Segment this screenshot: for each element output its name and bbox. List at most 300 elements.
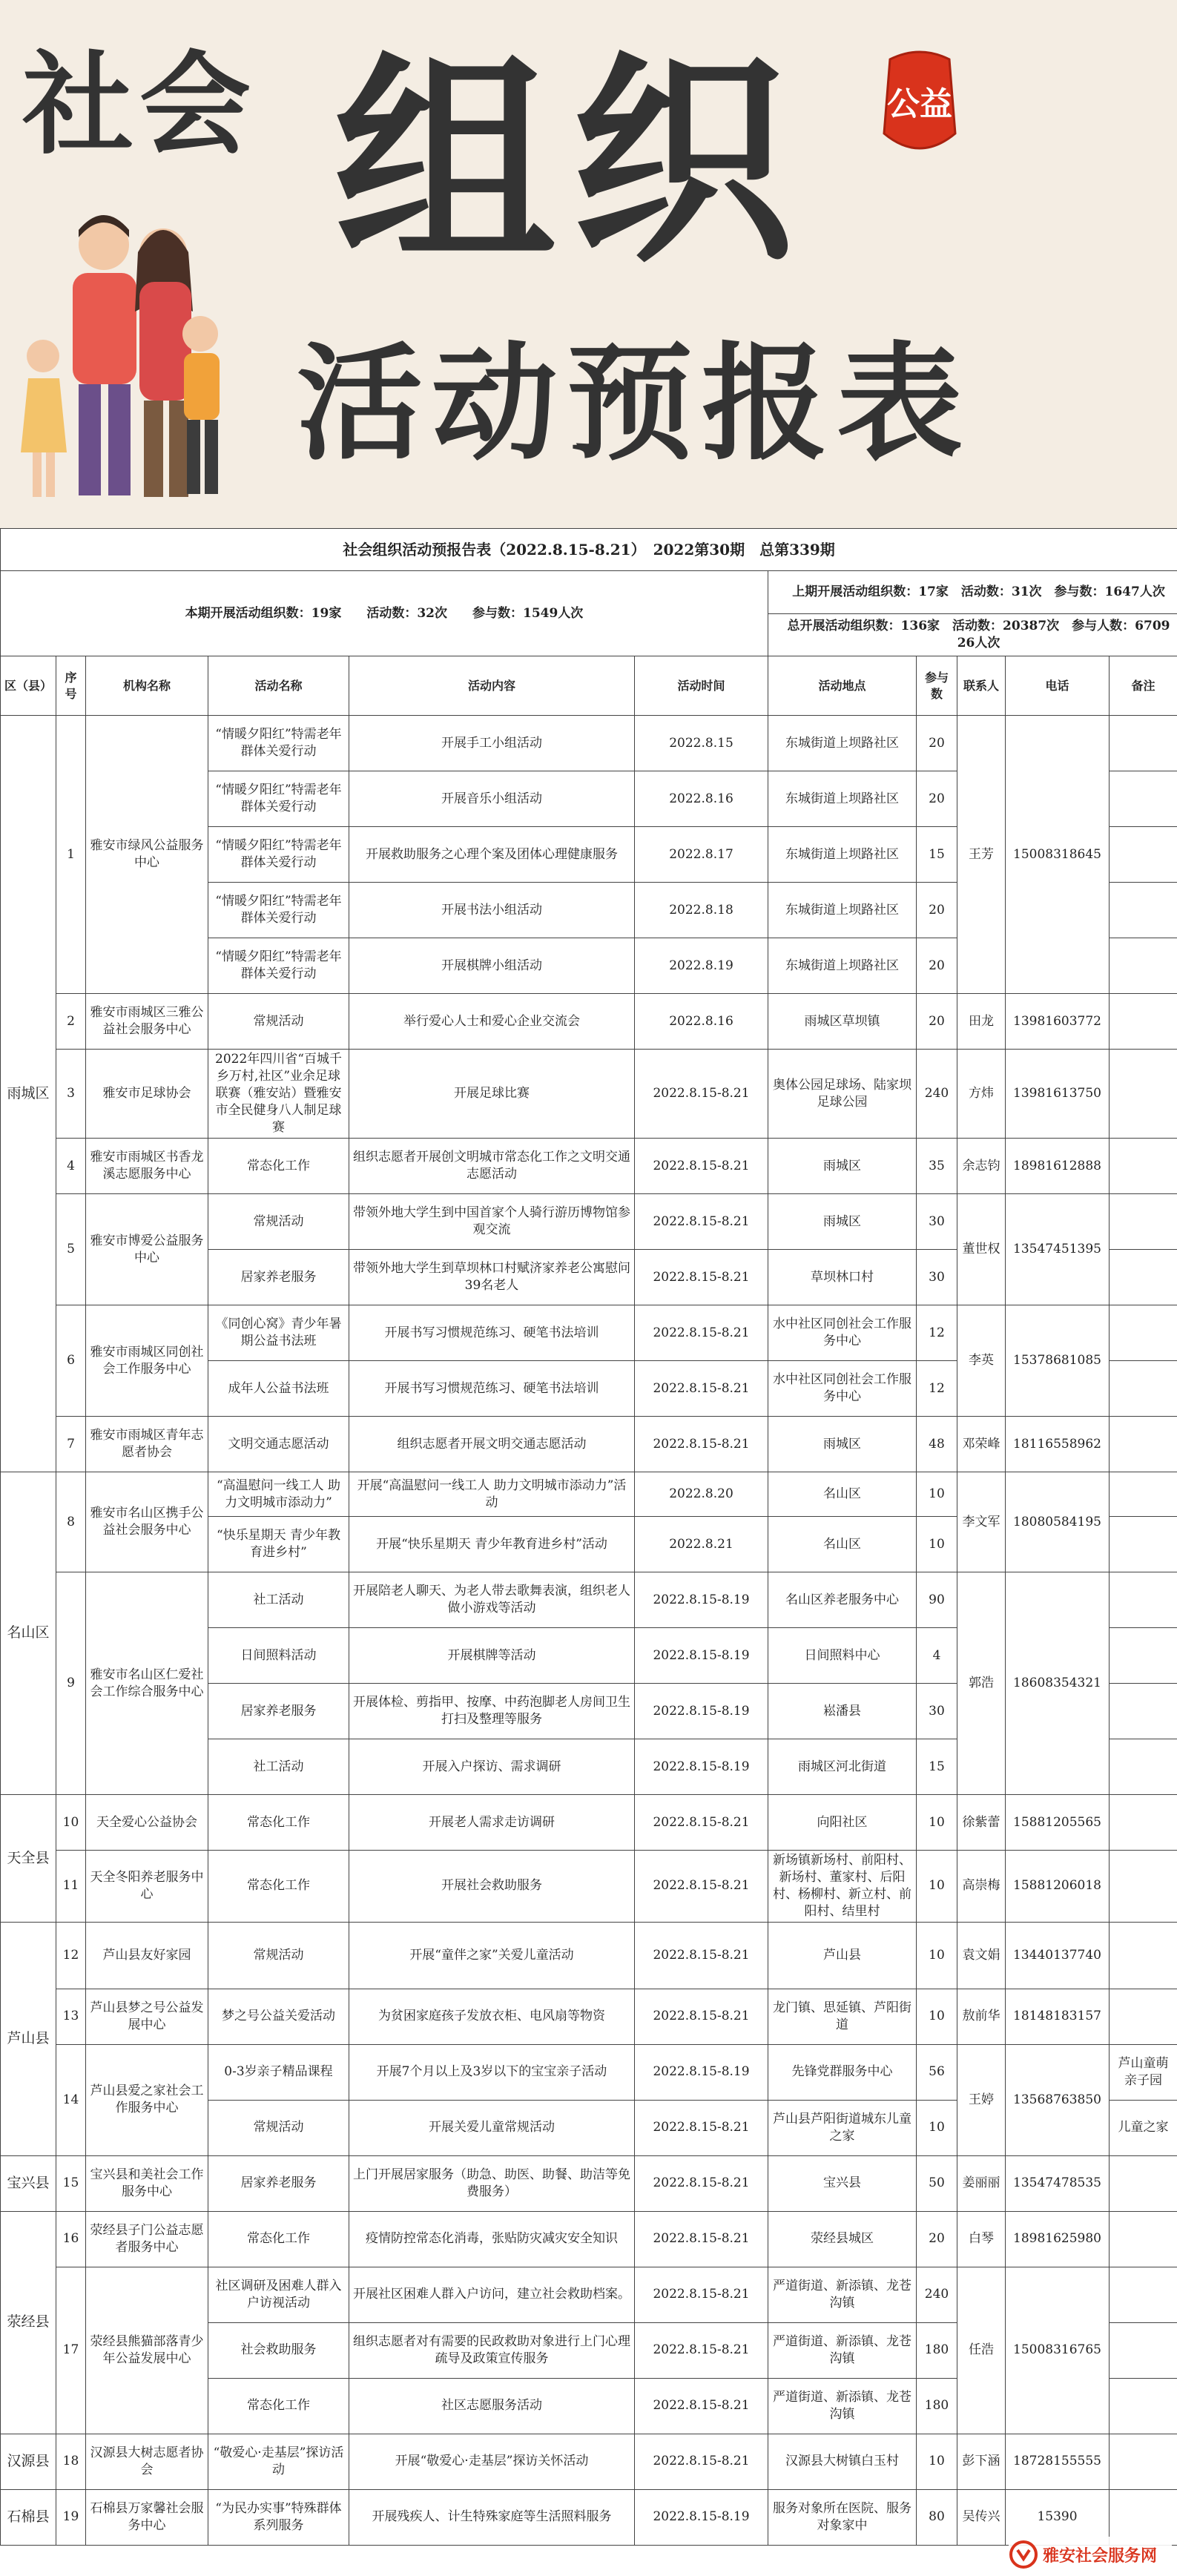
table-row — [1, 2267, 1177, 2322]
activity-time: 2022.8.15-8.21 — [635, 1194, 768, 1250]
activity-content: 组织志愿者对有需要的民政救助对象进行上门心理疏导及政策宣传服务 — [349, 2322, 635, 2378]
remark — [1110, 1050, 1177, 1139]
org-name: 雅安市雨城区书香龙溪志愿服务中心 — [86, 1139, 208, 1194]
activity-place: 崧潘县 — [768, 1684, 917, 1739]
contact-person: 吴传兴 — [957, 2489, 1006, 2545]
district-cell: 芦山县 — [1, 1922, 56, 2155]
activity-time: 2022.8.15-8.21 — [635, 1795, 768, 1851]
table-row — [1, 2044, 1177, 2100]
participant-count: 12 — [917, 1361, 957, 1417]
table-row — [1, 1305, 1177, 1361]
org-name: 宝兴县和美社会工作服务中心 — [86, 2155, 208, 2211]
contact-person: 白琴 — [957, 2211, 1006, 2267]
participant-count: 20 — [917, 883, 957, 938]
remark — [1110, 2267, 1177, 2322]
activity-name: 居家养老服务 — [208, 1684, 349, 1739]
activity-place: 雨城区草坝镇 — [768, 994, 917, 1050]
activity-place: 荥经县城区 — [768, 2211, 917, 2267]
header-cell: 活动时间 — [635, 656, 768, 716]
activity-name: 居家养老服务 — [208, 2155, 349, 2211]
activity-time: 2022.8.15-8.19 — [635, 1684, 768, 1739]
watermark-text: 雅安社会服务网 — [1043, 2546, 1158, 2566]
activity-time: 2022.8.21 — [635, 1517, 768, 1572]
org-number: 11 — [56, 1851, 86, 1923]
activity-time: 2022.8.15-8.21 — [635, 1305, 768, 1361]
activity-name: 社区调研及困难人群入户访视活动 — [208, 2267, 349, 2322]
table-row — [1, 2434, 1177, 2489]
phone-number: 15881206018 — [1006, 1851, 1110, 1923]
remark — [1110, 1305, 1177, 1361]
activity-time: 2022.8.15-8.21 — [635, 2155, 768, 2211]
contact-person: 高崇梅 — [957, 1851, 1006, 1923]
activity-time: 2022.8.15-8.19 — [635, 2044, 768, 2100]
remark — [1110, 2211, 1177, 2267]
activity-name: 2022年四川省“百城千乡万村,社区”业余足球联赛（雅安站）暨雅安市全民健身八人制足球赛 — [208, 1050, 349, 1139]
activity-place: 芦山县芦阳街道城东儿童之家 — [768, 2100, 917, 2155]
activity-content: 开展“快乐星期天 青少年教育进乡村”活动 — [349, 1517, 635, 1572]
table-row — [1, 1050, 1177, 1139]
org-number: 2 — [56, 994, 86, 1050]
phone-number: 18608354321 — [1006, 1572, 1110, 1795]
contact-person: 王芳 — [957, 716, 1006, 994]
remark — [1110, 1250, 1177, 1305]
participant-count: 180 — [917, 2378, 957, 2434]
activity-place: 雨城区河北街道 — [768, 1739, 917, 1795]
activity-content: 开展棋牌小组活动 — [349, 938, 635, 994]
activity-content: 开展足球比赛 — [349, 1050, 635, 1139]
participant-count: 20 — [917, 771, 957, 827]
activity-name: “情暖夕阳红”特需老年群体关爱行动 — [208, 771, 349, 827]
activity-content: 带领外地大学生到中国首家个人骑行游历博物馆参观交流 — [349, 1194, 635, 1250]
activity-name: “情暖夕阳红”特需老年群体关爱行动 — [208, 938, 349, 994]
table-row — [1, 2155, 1177, 2211]
header-cell: 机构名称 — [86, 656, 208, 716]
participant-count: 50 — [917, 2155, 957, 2211]
org-number: 15 — [56, 2155, 86, 2211]
participant-count: 20 — [917, 2211, 957, 2267]
activity-time: 2022.8.15-8.21 — [635, 1361, 768, 1417]
activity-place: 雨城区 — [768, 1194, 917, 1250]
remark — [1110, 771, 1177, 827]
header-cell: 活动地点 — [768, 656, 917, 716]
remark — [1110, 1922, 1177, 1989]
activity-name: “高温慰问一线工人 助力文明城市添动力” — [208, 1472, 349, 1517]
contact-person: 方炜 — [957, 1050, 1006, 1139]
org-number: 10 — [56, 1795, 86, 1851]
header-cell: 电话 — [1006, 656, 1110, 716]
org-name: 荥经县熊猫部落青少年公益发展中心 — [86, 2267, 208, 2434]
table-caption: 社会组织活动预报告表（2022.8.15-8.21） 2022第30期 总第339期 — [1, 529, 1177, 571]
phone-number: 15378681085 — [1006, 1305, 1110, 1417]
activity-content: 开展手工小组活动 — [349, 716, 635, 771]
activity-content: 开展书写习惯规范练习、硬笔书法培训 — [349, 1305, 635, 1361]
contact-person: 任浩 — [957, 2267, 1006, 2434]
activity-content: 开展救助服务之心理个案及团体心理健康服务 — [349, 827, 635, 883]
activity-place: 雨城区 — [768, 1417, 917, 1472]
activity-content: 开展体检、剪指甲、按摩、中药泡脚老人房间卫生打扫及整理等服务 — [349, 1684, 635, 1739]
activity-name: 常态化工作 — [208, 2211, 349, 2267]
site-watermark — [1009, 2537, 1172, 2572]
phone-number: 18116558962 — [1006, 1417, 1110, 1472]
family-illustration-icon — [7, 185, 260, 512]
org-name: 芦山县友好家园 — [86, 1922, 208, 1989]
phone-number: 18981625980 — [1006, 2211, 1110, 2267]
activity-content: 开展社会救助服务 — [349, 1851, 635, 1923]
activity-name: 常规活动 — [208, 2100, 349, 2155]
contact-person: 郭浩 — [957, 1572, 1006, 1795]
header-cell: 联系人 — [957, 656, 1006, 716]
phone-number: 13981603772 — [1006, 994, 1110, 1050]
activity-time: 2022.8.19 — [635, 938, 768, 994]
activity-place: 草坝林口村 — [768, 1250, 917, 1305]
remark — [1110, 1517, 1177, 1572]
participant-count: 240 — [917, 1050, 957, 1139]
activity-name: 常规活动 — [208, 1922, 349, 1989]
remark — [1110, 2155, 1177, 2211]
activity-time: 2022.8.15-8.21 — [635, 1050, 768, 1139]
contact-person: 董世权 — [957, 1194, 1006, 1305]
badge-label: 公益 — [887, 85, 952, 123]
table-row — [1, 1989, 1177, 2044]
table-row — [1, 1417, 1177, 1472]
activity-name: “情暖夕阳红”特需老年群体关爱行动 — [208, 883, 349, 938]
activity-place: 日间照料中心 — [768, 1628, 917, 1684]
org-name: 芦山县梦之号公益发展中心 — [86, 1989, 208, 2044]
phone-number: 15008318645 — [1006, 716, 1110, 994]
table-row — [1, 1139, 1177, 1194]
activity-content: 开展社区困难人群入户访问，建立社会救助档案。 — [349, 2267, 635, 2322]
activity-time: 2022.8.15-8.19 — [635, 1628, 768, 1684]
header-cell: 备注 — [1110, 656, 1177, 716]
banner — [0, 0, 1177, 528]
header-cell: 参与数 — [917, 656, 957, 716]
contact-person: 徐紫蕾 — [957, 1795, 1006, 1851]
phone-number: 13547451395 — [1006, 1194, 1110, 1305]
activity-content: 开展音乐小组活动 — [349, 771, 635, 827]
banner-title-line1: 社会 — [22, 41, 257, 170]
activity-name: 常态化工作 — [208, 1795, 349, 1851]
remark — [1110, 1361, 1177, 1417]
org-name: 雅安市雨城区三雅公益社会服务中心 — [86, 994, 208, 1050]
contact-person: 敖前华 — [957, 1989, 1006, 2044]
remark — [1110, 1139, 1177, 1194]
header-row — [1, 656, 1177, 716]
contact-person: 李文军 — [957, 1472, 1006, 1572]
activity-content: 开展棋牌等活动 — [349, 1628, 635, 1684]
activity-place: 东城街道上坝路社区 — [768, 771, 917, 827]
table-row — [1, 2211, 1177, 2267]
org-name: 雅安市绿风公益服务中心 — [86, 716, 208, 994]
district-cell: 汉源县 — [1, 2434, 56, 2489]
remark — [1110, 1417, 1177, 1472]
activity-name: 居家养老服务 — [208, 1250, 349, 1305]
phone-number: 15881205565 — [1006, 1795, 1110, 1851]
header-cell: 序号 — [56, 656, 86, 716]
activity-time: 2022.8.15-8.21 — [635, 1250, 768, 1305]
activity-content: 上门开展居家服务（助急、助医、助餐、助洁等免费服务） — [349, 2155, 635, 2211]
activity-place: 东城街道上坝路社区 — [768, 883, 917, 938]
org-name: 汉源县大树志愿者协会 — [86, 2434, 208, 2489]
activity-time: 2022.8.15-8.21 — [635, 2378, 768, 2434]
activity-place: 先锋党群服务中心 — [768, 2044, 917, 2100]
remark — [1110, 994, 1177, 1050]
activity-place: 名山区 — [768, 1472, 917, 1517]
participant-count: 15 — [917, 1739, 957, 1795]
charity-badge — [875, 45, 964, 171]
participant-count: 30 — [917, 1684, 957, 1739]
activity-name: 常规活动 — [208, 1194, 349, 1250]
phone-number: 18080584195 — [1006, 1472, 1110, 1572]
header-cell: 活动内容 — [349, 656, 635, 716]
activity-content: 组织志愿者开展文明交通志愿活动 — [349, 1417, 635, 1472]
remark — [1110, 883, 1177, 938]
org-name: 雅安市名山区携手公益社会服务中心 — [86, 1472, 208, 1572]
contact-person: 彭下涵 — [957, 2434, 1006, 2489]
activity-name: 社工活动 — [208, 1572, 349, 1628]
activity-time: 2022.8.15-8.21 — [635, 1851, 768, 1923]
activity-place: 严道街道、新添镇、龙苍沟镇 — [768, 2267, 917, 2322]
participant-count: 80 — [917, 2489, 957, 2545]
phone-number: 15008316765 — [1006, 2267, 1110, 2434]
activity-name: “情暖夕阳红”特需老年群体关爱行动 — [208, 827, 349, 883]
activity-name: “为民办实事”特殊群体系列服务 — [208, 2489, 349, 2545]
participant-count: 56 — [917, 2044, 957, 2100]
activity-name: 文明交通志愿活动 — [208, 1417, 349, 1472]
org-number: 12 — [56, 1922, 86, 1989]
participant-count: 10 — [917, 1989, 957, 2044]
participant-count: 48 — [917, 1417, 957, 1472]
activity-content: 举行爱心人士和爱心企业交流会 — [349, 994, 635, 1050]
activity-content: 开展7个月以上及3岁以下的宝宝亲子活动 — [349, 2044, 635, 2100]
remark — [1110, 938, 1177, 994]
activity-time: 2022.8.15-8.21 — [635, 2267, 768, 2322]
participant-count: 90 — [917, 1572, 957, 1628]
activity-name: 成年人公益书法班 — [208, 1361, 349, 1417]
org-name: 芦山县爱之家社会工作服务中心 — [86, 2044, 208, 2155]
org-number: 5 — [56, 1194, 86, 1305]
remark — [1110, 1628, 1177, 1684]
org-number: 19 — [56, 2489, 86, 2545]
watermark-logo-icon — [1009, 2540, 1038, 2569]
contact-person: 田龙 — [957, 994, 1006, 1050]
activity-place: 宝兴县 — [768, 2155, 917, 2211]
participant-count: 20 — [917, 716, 957, 771]
org-name: 天全爱心公益协会 — [86, 1795, 208, 1851]
participant-count: 30 — [917, 1250, 957, 1305]
activity-content: 开展老人需求走访调研 — [349, 1795, 635, 1851]
activity-time: 2022.8.16 — [635, 771, 768, 827]
remark — [1110, 1572, 1177, 1628]
banner-title-line2: 组织 — [334, 33, 808, 292]
activity-name: 日间照料活动 — [208, 1628, 349, 1684]
activity-place: 奥体公园足球场、陆家坝足球公园 — [768, 1050, 917, 1139]
current-period-stats: 本期开展活动组织数：19家 活动数：32次 参与数：1549人次 — [1, 571, 768, 656]
org-name: 石棉县万家馨社会服务中心 — [86, 2489, 208, 2545]
header-cell: 区（县） — [1, 656, 56, 716]
activity-time: 2022.8.15-8.21 — [635, 1139, 768, 1194]
activity-content: 开展关爱儿童常规活动 — [349, 2100, 635, 2155]
org-name: 天全冬阳养老服务中心 — [86, 1851, 208, 1923]
org-name: 荥经县子门公益志愿者服务中心 — [86, 2211, 208, 2267]
activity-time: 2022.8.15-8.21 — [635, 2211, 768, 2267]
total-stats: 总开展活动组织数：136家 活动数：20387次 参与人数：670926人次 — [768, 613, 1177, 656]
activity-name: “情暖夕阳红”特需老年群体关爱行动 — [208, 716, 349, 771]
participant-count: 10 — [917, 2100, 957, 2155]
phone-number: 18148183157 — [1006, 1989, 1110, 2044]
activity-content: 开展陪老人聊天、为老人带去歌舞表演，组织老人做小游戏等活动 — [349, 1572, 635, 1628]
participant-count: 12 — [917, 1305, 957, 1361]
participant-count: 10 — [917, 1795, 957, 1851]
activity-time: 2022.8.15-8.21 — [635, 2434, 768, 2489]
district-cell: 名山区 — [1, 1472, 56, 1795]
activity-time: 2022.8.15-8.21 — [635, 1417, 768, 1472]
activity-time: 2022.8.16 — [635, 994, 768, 1050]
activity-place: 东城街道上坝路社区 — [768, 938, 917, 994]
activity-place: 东城街道上坝路社区 — [768, 716, 917, 771]
activity-place: 名山区养老服务中心 — [768, 1572, 917, 1628]
org-number: 18 — [56, 2434, 86, 2489]
org-name: 雅安市博爱公益服务中心 — [86, 1194, 208, 1305]
phone-number: 13547478535 — [1006, 2155, 1110, 2211]
report-sheet — [0, 528, 1177, 2546]
org-number: 14 — [56, 2044, 86, 2155]
table-row — [1, 716, 1177, 771]
remark: 儿童之家 — [1110, 2100, 1177, 2155]
remark — [1110, 1684, 1177, 1739]
activity-name: 梦之号公益关爱活动 — [208, 1989, 349, 2044]
participant-count: 10 — [917, 1517, 957, 1572]
org-number: 6 — [56, 1305, 86, 1417]
contact-person: 姜丽丽 — [957, 2155, 1006, 2211]
table-row — [1, 2489, 1177, 2545]
remark — [1110, 1795, 1177, 1851]
remark: 芦山童萌亲子园 — [1110, 2044, 1177, 2100]
activity-time: 2022.8.17 — [635, 827, 768, 883]
activity-place: 新场镇新场村、前阳村、新场村、董家村、后阳村、杨柳村、新立村、前阳村、结里村 — [768, 1851, 917, 1923]
remark — [1110, 1472, 1177, 1517]
participant-count: 35 — [917, 1139, 957, 1194]
org-name: 雅安市足球协会 — [86, 1050, 208, 1139]
activity-name: 社会救助服务 — [208, 2322, 349, 2378]
activity-time: 2022.8.15-8.21 — [635, 2322, 768, 2378]
activity-name: 《同创心窝》青少年暑期公益书法班 — [208, 1305, 349, 1361]
participant-count: 4 — [917, 1628, 957, 1684]
org-number: 1 — [56, 716, 86, 994]
org-number: 4 — [56, 1139, 86, 1194]
participant-count: 10 — [917, 1922, 957, 1989]
activity-place: 雨城区 — [768, 1139, 917, 1194]
contact-person: 李英 — [957, 1305, 1006, 1417]
activity-content: 开展书法小组活动 — [349, 883, 635, 938]
participant-count: 20 — [917, 938, 957, 994]
activity-place: 水中社区同创社会工作服务中心 — [768, 1361, 917, 1417]
activity-name: “敬爱心·走基层”探访活动 — [208, 2434, 349, 2489]
district-cell: 雨城区 — [1, 716, 56, 1472]
activity-content: 开展书写习惯规范练习、硬笔书法培训 — [349, 1361, 635, 1417]
participant-count: 10 — [917, 1851, 957, 1923]
remark — [1110, 1194, 1177, 1250]
district-cell: 宝兴县 — [1, 2155, 56, 2211]
activity-time: 2022.8.20 — [635, 1472, 768, 1517]
remark — [1110, 1989, 1177, 2044]
org-number: 7 — [56, 1417, 86, 1472]
activity-place: 向阳社区 — [768, 1795, 917, 1851]
phone-number: 15390 — [1006, 2489, 1110, 2545]
org-number: 3 — [56, 1050, 86, 1139]
table-row — [1, 994, 1177, 1050]
remark — [1110, 2322, 1177, 2378]
org-number: 17 — [56, 2267, 86, 2434]
remark — [1110, 2434, 1177, 2489]
participant-count: 15 — [917, 827, 957, 883]
activity-content: 开展“高温慰问一线工人 助力文明城市添动力”活动 — [349, 1472, 635, 1517]
participant-count: 240 — [917, 2267, 957, 2322]
contact-person: 王婷 — [957, 2044, 1006, 2155]
org-name: 雅安市雨城区青年志愿者协会 — [86, 1417, 208, 1472]
org-number: 8 — [56, 1472, 86, 1572]
activity-name: 常态化工作 — [208, 1851, 349, 1923]
activity-name: 0-3岁亲子精品课程 — [208, 2044, 349, 2100]
activity-place: 严道街道、新添镇、龙苍沟镇 — [768, 2322, 917, 2378]
contact-person: 余志钧 — [957, 1139, 1006, 1194]
activity-place: 服务对象所在医院、服务对象家中 — [768, 2489, 917, 2545]
district-cell: 荥经县 — [1, 2211, 56, 2434]
activity-time: 2022.8.15-8.21 — [635, 1922, 768, 1989]
table-row — [1, 1472, 1177, 1517]
table-row — [1, 1922, 1177, 1989]
activity-name: 社工活动 — [208, 1739, 349, 1795]
activity-content: 带领外地大学生到草坝林口村赋济家养老公寓慰问39名老人 — [349, 1250, 635, 1305]
activity-content: 疫情防控常态化消毒，张贴防灾减灾安全知识 — [349, 2211, 635, 2267]
org-number: 16 — [56, 2211, 86, 2267]
activity-name: 常态化工作 — [208, 2378, 349, 2434]
district-cell: 天全县 — [1, 1795, 56, 1923]
table-row — [1, 1795, 1177, 1851]
activity-place: 东城街道上坝路社区 — [768, 827, 917, 883]
table-row — [1, 1572, 1177, 1628]
contact-person: 袁文娟 — [957, 1922, 1006, 1989]
org-number: 9 — [56, 1572, 86, 1795]
contact-person: 邓荣峰 — [957, 1417, 1006, 1472]
activity-name: 常态化工作 — [208, 1139, 349, 1194]
activity-content: 开展入户探访、需求调研 — [349, 1739, 635, 1795]
activity-place: 龙门镇、思延镇、芦阳街道 — [768, 1989, 917, 2044]
activity-content: 社区志愿服务活动 — [349, 2378, 635, 2434]
remark — [1110, 2378, 1177, 2434]
table-row — [1, 1194, 1177, 1250]
participant-count: 30 — [917, 1194, 957, 1250]
activity-content: 开展“敬爱心·走基层”探访关怀活动 — [349, 2434, 635, 2489]
activity-content: 为贫困家庭孩子发放衣柜、电风扇等物资 — [349, 1989, 635, 2044]
activity-content: 开展残疾人、计生特殊家庭等生活照料服务 — [349, 2489, 635, 2545]
activity-time: 2022.8.15-8.21 — [635, 1989, 768, 2044]
remark — [1110, 827, 1177, 883]
participant-count: 10 — [917, 2434, 957, 2489]
activity-place: 严道街道、新添镇、龙苍沟镇 — [768, 2378, 917, 2434]
activity-place: 名山区 — [768, 1517, 917, 1572]
phone-number: 18981612888 — [1006, 1139, 1110, 1194]
district-cell: 石棉县 — [1, 2489, 56, 2545]
activity-time: 2022.8.15 — [635, 716, 768, 771]
phone-number: 18728155555 — [1006, 2434, 1110, 2489]
participant-count: 10 — [917, 1472, 957, 1517]
banner-title-line3: 活动预报表 — [297, 331, 972, 478]
org-number: 13 — [56, 1989, 86, 2044]
remark — [1110, 1739, 1177, 1795]
remark — [1110, 716, 1177, 771]
activity-time: 2022.8.15-8.19 — [635, 2489, 768, 2545]
header-cell: 活动名称 — [208, 656, 349, 716]
